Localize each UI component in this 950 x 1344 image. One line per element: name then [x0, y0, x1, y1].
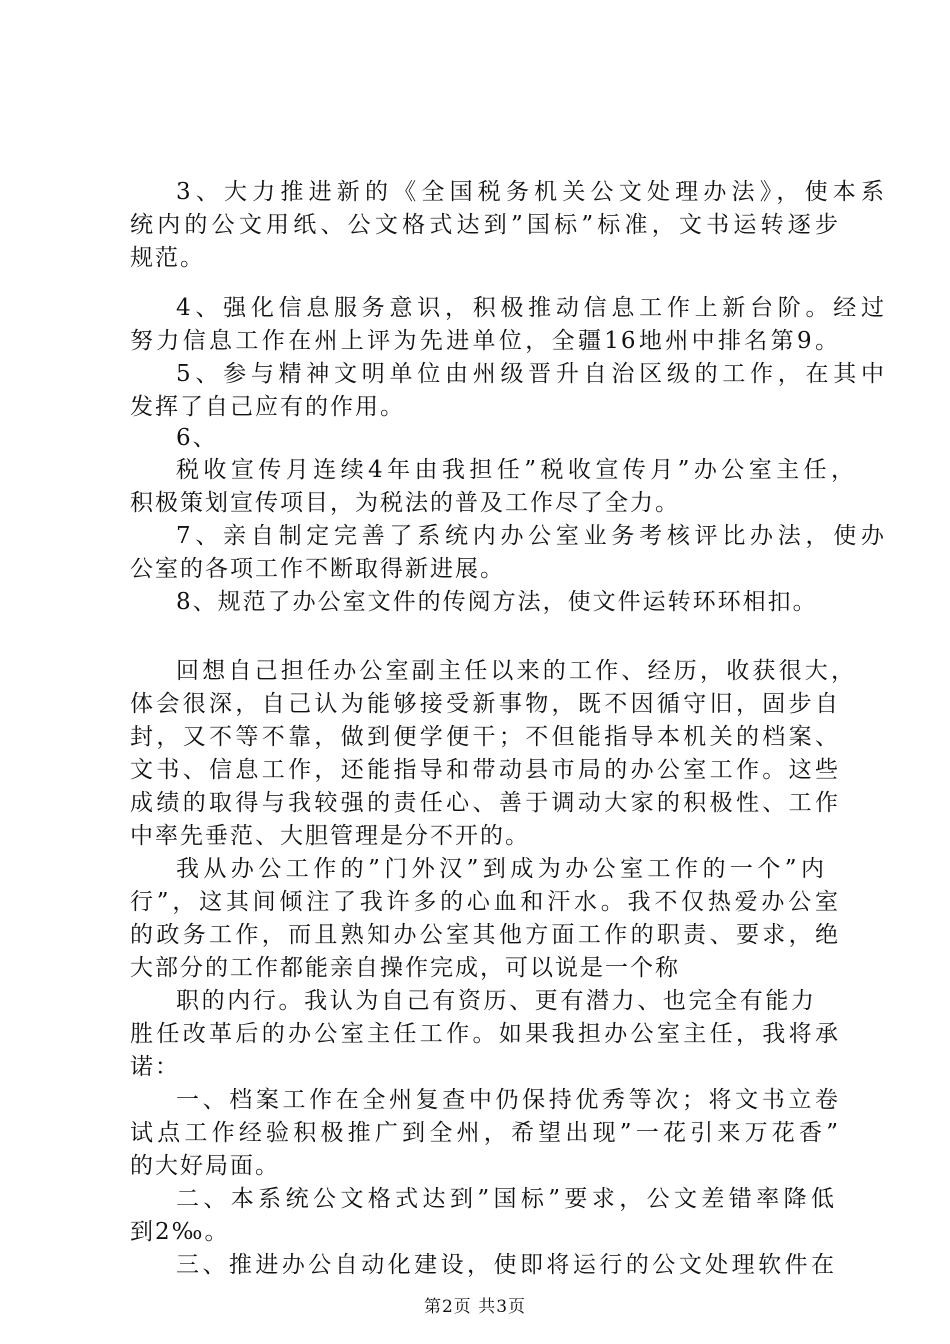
paragraph-line: 到2‰。 — [130, 1219, 230, 1245]
paragraph-line: 胜任改革后的办公室主任工作。如果我担办公室主任，我将承 — [130, 1021, 840, 1047]
paragraph-line: 一、档案工作在全州复查中仍保持优秀等次；将文书立卷 — [176, 1087, 840, 1113]
paragraph-line: 公室的各项工作不断取得新进展。 — [130, 556, 505, 582]
paragraph-line: 体会很深，自己认为能够接受新事物，既不因循守旧，固步自 — [130, 691, 840, 717]
paragraph-line: 努力信息工作在州上评为先进单位，全疆16地州中排名第9。 — [130, 328, 840, 354]
paragraph-line: 封，又不等不靠，做到便学便干；不但能指导本机关的档案、 — [130, 724, 840, 750]
paragraph-line: 统内的公文用纸、公文格式达到”国标”标准，文书运转逐步 — [130, 212, 840, 238]
paragraph-line: 职的内行。我认为自己有资历、更有潜力、也完全有能力 — [176, 988, 816, 1014]
paragraph-line: 行”，这其间倾注了我许多的心血和汗水。我不仅热爱办公室 — [130, 889, 840, 915]
paragraph-line: 4、强化信息服务意识，积极推动信息工作上新台阶。经过 — [176, 295, 886, 321]
paragraph-line: 三、推进办公自动化建设，使即将运行的公文处理软件在 — [176, 1252, 836, 1278]
paragraph-line: 8、规范了办公室文件的传阅方法，使文件运转环环相扣。 — [176, 589, 818, 615]
paragraph-line: 规范。 — [130, 245, 205, 271]
paragraph-line: 7、亲自制定完善了系统内办公室业务考核评比办法，使办 — [176, 523, 886, 549]
paragraph-line: 的政务工作，而且熟知办公室其他方面工作的职责、要求，绝 — [130, 922, 840, 948]
paragraph-line: 大部分的工作都能亲自操作完成，可以说是一个称 — [130, 955, 680, 981]
paragraph-line: 成绩的取得与我较强的责任心、善于调动大家的积极性、工作 — [130, 790, 840, 816]
paragraph-line: 诺： — [130, 1054, 180, 1080]
page-footer: 第2页 共3页 — [423, 1297, 527, 1317]
paragraph-line: 回想自己担任办公室副主任以来的工作、经历，收获很大， — [176, 658, 856, 684]
paragraph-line: 的大好局面。 — [130, 1153, 280, 1179]
paragraph-line: 我从办公工作的”门外汉”到成为办公室工作的一个”内 — [176, 856, 826, 882]
paragraph-line: 积极策划宣传项目，为税法的普及工作尽了全力。 — [130, 490, 680, 516]
paragraph-line: 文书、信息工作，还能指导和带动县市局的办公室工作。这些 — [130, 757, 840, 783]
paragraph-line: 中率先垂范、大胆管理是分不开的。 — [130, 823, 530, 849]
paragraph-line: 发挥了自己应有的作用。 — [130, 394, 405, 420]
paragraph-line: 税收宣传月连续4年由我担任”税收宣传月”办公室主任， — [176, 457, 856, 483]
paragraph-line: 5、参与精神文明单位由州级晋升自治区级的工作，在其中 — [176, 361, 886, 387]
paragraph-line: 二、本系统公文格式达到”国标”要求，公文差错率降低 — [176, 1186, 836, 1212]
paragraph-line: 6、 — [176, 425, 218, 451]
paragraph-line: 3、大力推进新的《全国税务机关公文处理办法》，使本系 — [176, 179, 886, 205]
paragraph-line: 试点工作经验积极推广到全州，希望出现”一花引来万花香” — [130, 1120, 840, 1146]
